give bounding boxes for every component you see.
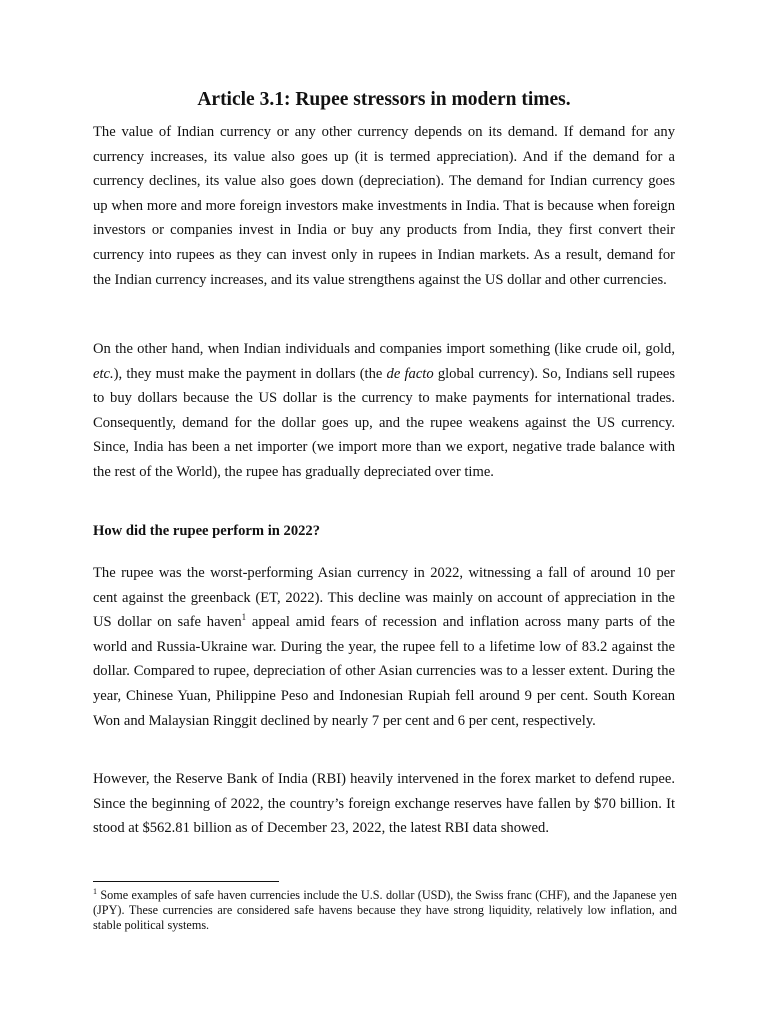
footnote-divider — [93, 881, 279, 882]
paragraph-imports — [93, 337, 675, 485]
footnote-text: Some examples of safe haven currencies include the U.S. dollar (USD), the Swiss franc (CHF), and the Japanese yen (JPY). These currencies are considered safe havens because they have strong liquidity, relatively low inflation, and stable political systems. — [93, 888, 677, 932]
footnote-marker: 1 — [93, 886, 97, 896]
footnote — [93, 888, 677, 933]
paragraph-text: appeal amid fears of recession and inflation across many parts of the world and Russia-Ukraine war. During the year, the rupee fell to a lifetime low of 83.2 against the dollar. Compared to rupee, depreciation of other Asian currencies was to a lesser extent. During the year, Chinese Yuan, Philippine Peso and Indonesian Rupiah fell around 9 per cent. South Korean Won and Malaysian Ringgit declined by nearly 7 per cent and 6 per cent, respectively. — [93, 614, 675, 729]
paragraph-text: ), they must make the payment in dollars (the — [113, 365, 387, 382]
footnote-reference[interactable]: 1 — [241, 612, 247, 623]
paragraph-text: The rupee was the worst-performing Asian currency in 2022, witnessing a fall of around 10 per cent against the greenback (ET, 2022). This decline was mainly on account of appreciation in the US dollar on safe haven — [93, 565, 675, 631]
paragraph-rupee-2022 — [93, 561, 675, 733]
paragraph-text: On the other hand, when Indian individuals and companies import something (like crude oil, gold, — [93, 341, 675, 357]
emphasis-etc: etc. — [93, 365, 114, 382]
paragraph-text: global currency). So, Indians sell rupees to buy dollars because the US dollar is the currency to make payments for international trades. Consequently, demand for the dollar goes up, and the rupee weakens against the US currency. Since, India has been a net importer (we import more than we export, negative trade balance with the rest of the World), the rupee has gradually depreciated over time. — [93, 365, 676, 480]
paragraph-rbi-intervention: However, the Reserve Bank of India (RBI) heavily intervened in the forex market to defend rupee. Since the beginning of 2022, the country’s foreign exchange reserves have fallen by $70 billion. It stood at $562.81 billion as of December 23, 2022, the latest RBI data showed. — [93, 771, 675, 837]
paragraph-currency-demand: The value of Indian currency or any other currency depends on its demand. If demand for any currency increases, its value also goes up (it is termed appreciation). And if the demand for a currency declines, its value also goes down (depreciation). The demand for Indian currency goes up when more and more foreign investors make investments in India. That is because when foreign investors or companies invest in India or buy any products from India, they first convert their currency into rupees as they can invest only in rupees in Indian markets. As a result, demand for the Indian currency increases, and its value strengthens against the US dollar and other currencies. — [93, 124, 675, 288]
article-title: Article 3.1: Rupee stressors in modern times. — [197, 89, 571, 110]
section-heading: How did the rupee perform in 2022? — [93, 523, 321, 539]
emphasis-de-facto: de facto — [386, 365, 434, 382]
